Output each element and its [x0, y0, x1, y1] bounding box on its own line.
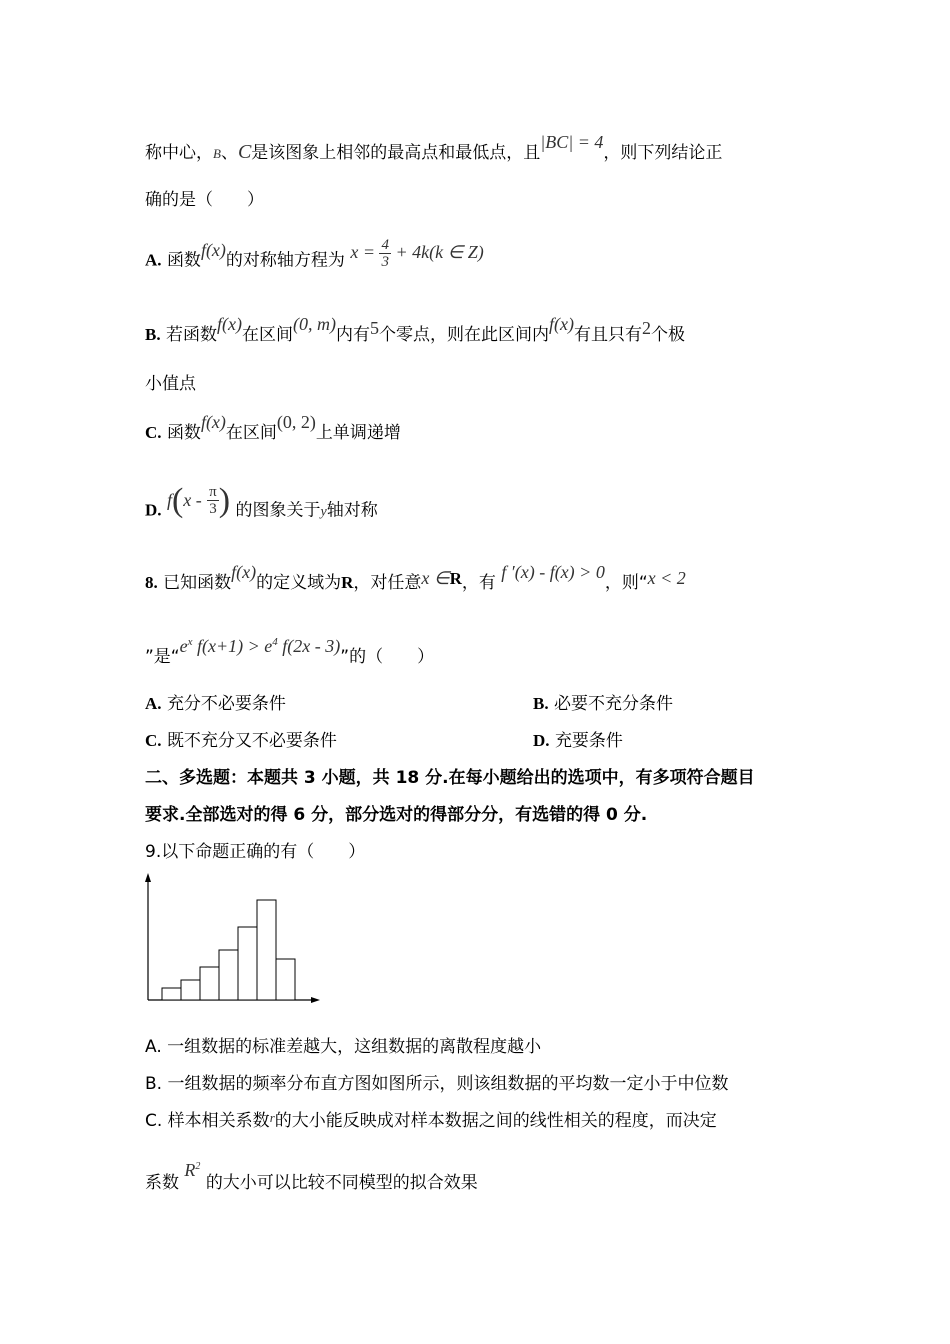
option-label: C.	[145, 731, 162, 750]
x-axis-arrow	[311, 997, 320, 1003]
q7-option-c	[145, 412, 401, 445]
q8-text: ，对任意	[353, 573, 422, 593]
frac-num: π	[209, 484, 217, 500]
q9-option-b: B. 一组数据的频率分布直方图如图所示，则该组数据的平均数一定小于中位数	[145, 1074, 729, 1094]
interval-expr: (0, 2)	[276, 412, 316, 432]
q8-text: ，则“	[604, 573, 648, 593]
histogram-bars	[162, 900, 295, 1000]
exponent: x	[187, 636, 193, 648]
expr-part: f	[166, 489, 172, 510]
fx-expr: f(x)	[200, 239, 226, 260]
frac-num: 4	[381, 237, 389, 253]
q8-option-b	[533, 692, 673, 716]
interval-expr: (0, m)	[292, 314, 336, 334]
question-number: 8.	[145, 573, 158, 592]
q8-text: ，有	[461, 573, 496, 593]
option-label: A.	[145, 694, 162, 713]
option-text: 内有	[335, 325, 370, 345]
frac-den: 3	[381, 254, 389, 270]
number-5: 5	[369, 318, 379, 338]
q7-stem-line-2: 确的是（ ）	[145, 190, 264, 210]
q7-option-a	[145, 237, 484, 278]
exponent: 4	[272, 636, 278, 648]
q9-option-a: A. 一组数据的标准差越大，这组数据的离散程度越小	[145, 1037, 542, 1057]
var-y: y	[320, 504, 327, 520]
fraction	[207, 484, 219, 517]
fx-expr: f(x)	[200, 412, 226, 432]
option-text: 的大小能反映成对样本数据之间的线性相关的程度，而决定	[274, 1111, 717, 1131]
q8-text: 的定义域为	[256, 573, 342, 593]
option-label: D.	[145, 500, 162, 520]
q8-text: ”是“	[145, 647, 180, 667]
histogram-bar	[200, 967, 219, 1000]
x-in-expr: x ∈	[421, 568, 450, 588]
section-2-header-line-1: 二、多选题：本题共 3 小题，共 18 分.在每小题给出的选项中，有多项符合题目	[145, 768, 755, 788]
q8-text: ”的（ ）	[340, 647, 435, 667]
histogram-bar	[162, 988, 181, 1000]
option-text: 上单调递增	[315, 423, 401, 443]
option-text: 的大小可以比较不同模型的拟合效果	[205, 1173, 478, 1193]
var-b: B	[213, 146, 221, 161]
left-paren: (	[171, 481, 184, 519]
condition-2	[180, 636, 341, 656]
right-paren: )	[218, 481, 231, 519]
shifted-function-expr	[166, 481, 236, 519]
var-R: R	[184, 1160, 196, 1180]
option-text: 必要不充分条件	[554, 694, 673, 714]
derivative-inequality: f ′(x) - f(x) > 0	[501, 562, 605, 582]
option-text: 充要条件	[554, 731, 623, 751]
var-c: C	[237, 141, 252, 163]
option-text: 的对称轴方程为	[225, 250, 345, 271]
fx-expr: f(x)	[548, 314, 574, 334]
q7-stem-text: ，则下列结论正	[603, 143, 723, 163]
histogram-figure	[140, 870, 325, 1010]
q8-stem-line-1	[145, 562, 686, 595]
option-text: 在区间	[241, 325, 293, 345]
set-r: R	[341, 573, 354, 592]
option-label: B.	[533, 694, 549, 713]
q8-text: 已知函数	[163, 573, 232, 593]
option-text: 系数	[145, 1173, 179, 1193]
option-text: 的图象关于	[235, 500, 321, 521]
histogram-bar	[257, 900, 276, 1000]
number-2: 2	[641, 318, 651, 338]
q7-stem-line-1	[145, 132, 723, 166]
option-text: 若函数	[166, 325, 217, 345]
option-text: 个零点，则在此区间内	[378, 325, 549, 345]
histogram-bar	[276, 959, 295, 1000]
expr-part: x =	[350, 241, 375, 262]
q8-option-a	[145, 692, 286, 716]
r-squared	[184, 1160, 200, 1180]
fx-expr: f(x)	[217, 314, 242, 334]
option-text: 充分不必要条件	[166, 694, 286, 714]
option-text: C. 样本相关系数	[145, 1111, 270, 1131]
y-axis-arrow	[145, 873, 151, 882]
condition-1: x < 2	[647, 568, 686, 588]
var-r: r	[269, 1110, 275, 1125]
fraction	[379, 237, 391, 270]
q8-option-c	[145, 729, 337, 753]
q7-stem-text: 是该图象上相邻的最高点和最低点，且	[251, 143, 541, 163]
q8-stem-line-2	[145, 636, 435, 671]
expr-part: f(2x - 3)	[277, 636, 341, 656]
separator: 、	[220, 143, 238, 163]
bc-length-expr: |BC| = 4	[540, 132, 604, 152]
q8-option-d	[533, 729, 623, 753]
set-r: R	[449, 569, 462, 588]
expr-part: f(x+1) > e	[192, 636, 273, 656]
frac-den: 3	[209, 501, 217, 517]
histogram-bar	[181, 980, 200, 1000]
axis-equation	[350, 237, 484, 270]
q7-option-b-line-2: 小值点	[145, 374, 196, 394]
option-text: 轴对称	[326, 500, 378, 521]
expr-part: x -	[183, 489, 202, 510]
option-label: B.	[145, 325, 161, 344]
option-text: 个极	[650, 325, 685, 345]
q7-option-d	[145, 481, 378, 527]
expr-part: + 4k(k ∈ Z)	[395, 241, 484, 262]
q9-stem: 9.以下命题正确的有（ ）	[145, 842, 366, 862]
q7-option-b	[145, 314, 685, 347]
histogram-bar	[219, 950, 238, 1000]
option-label: A.	[145, 250, 162, 270]
exponent: 2	[195, 1161, 201, 1172]
q7-stem-text: 称中心，	[145, 143, 213, 163]
option-text: 既不充分又不必要条件	[166, 731, 337, 751]
q9-option-c-line-2	[145, 1160, 478, 1198]
expr-part: e	[179, 636, 188, 656]
option-label: C.	[145, 423, 162, 442]
histogram-bar	[238, 927, 257, 1000]
option-text: 有且只有	[573, 325, 642, 345]
option-text: 函数	[166, 250, 201, 271]
option-text: 在区间	[225, 423, 277, 443]
q9-option-c	[145, 1109, 717, 1134]
fx-expr: f(x)	[231, 562, 257, 582]
option-label: D.	[533, 731, 550, 750]
section-2-header-line-2: 要求.全部选对的得 6 分，部分选对的得部分分，有选错的得 0 分.	[145, 805, 648, 825]
option-text: 函数	[166, 423, 201, 443]
